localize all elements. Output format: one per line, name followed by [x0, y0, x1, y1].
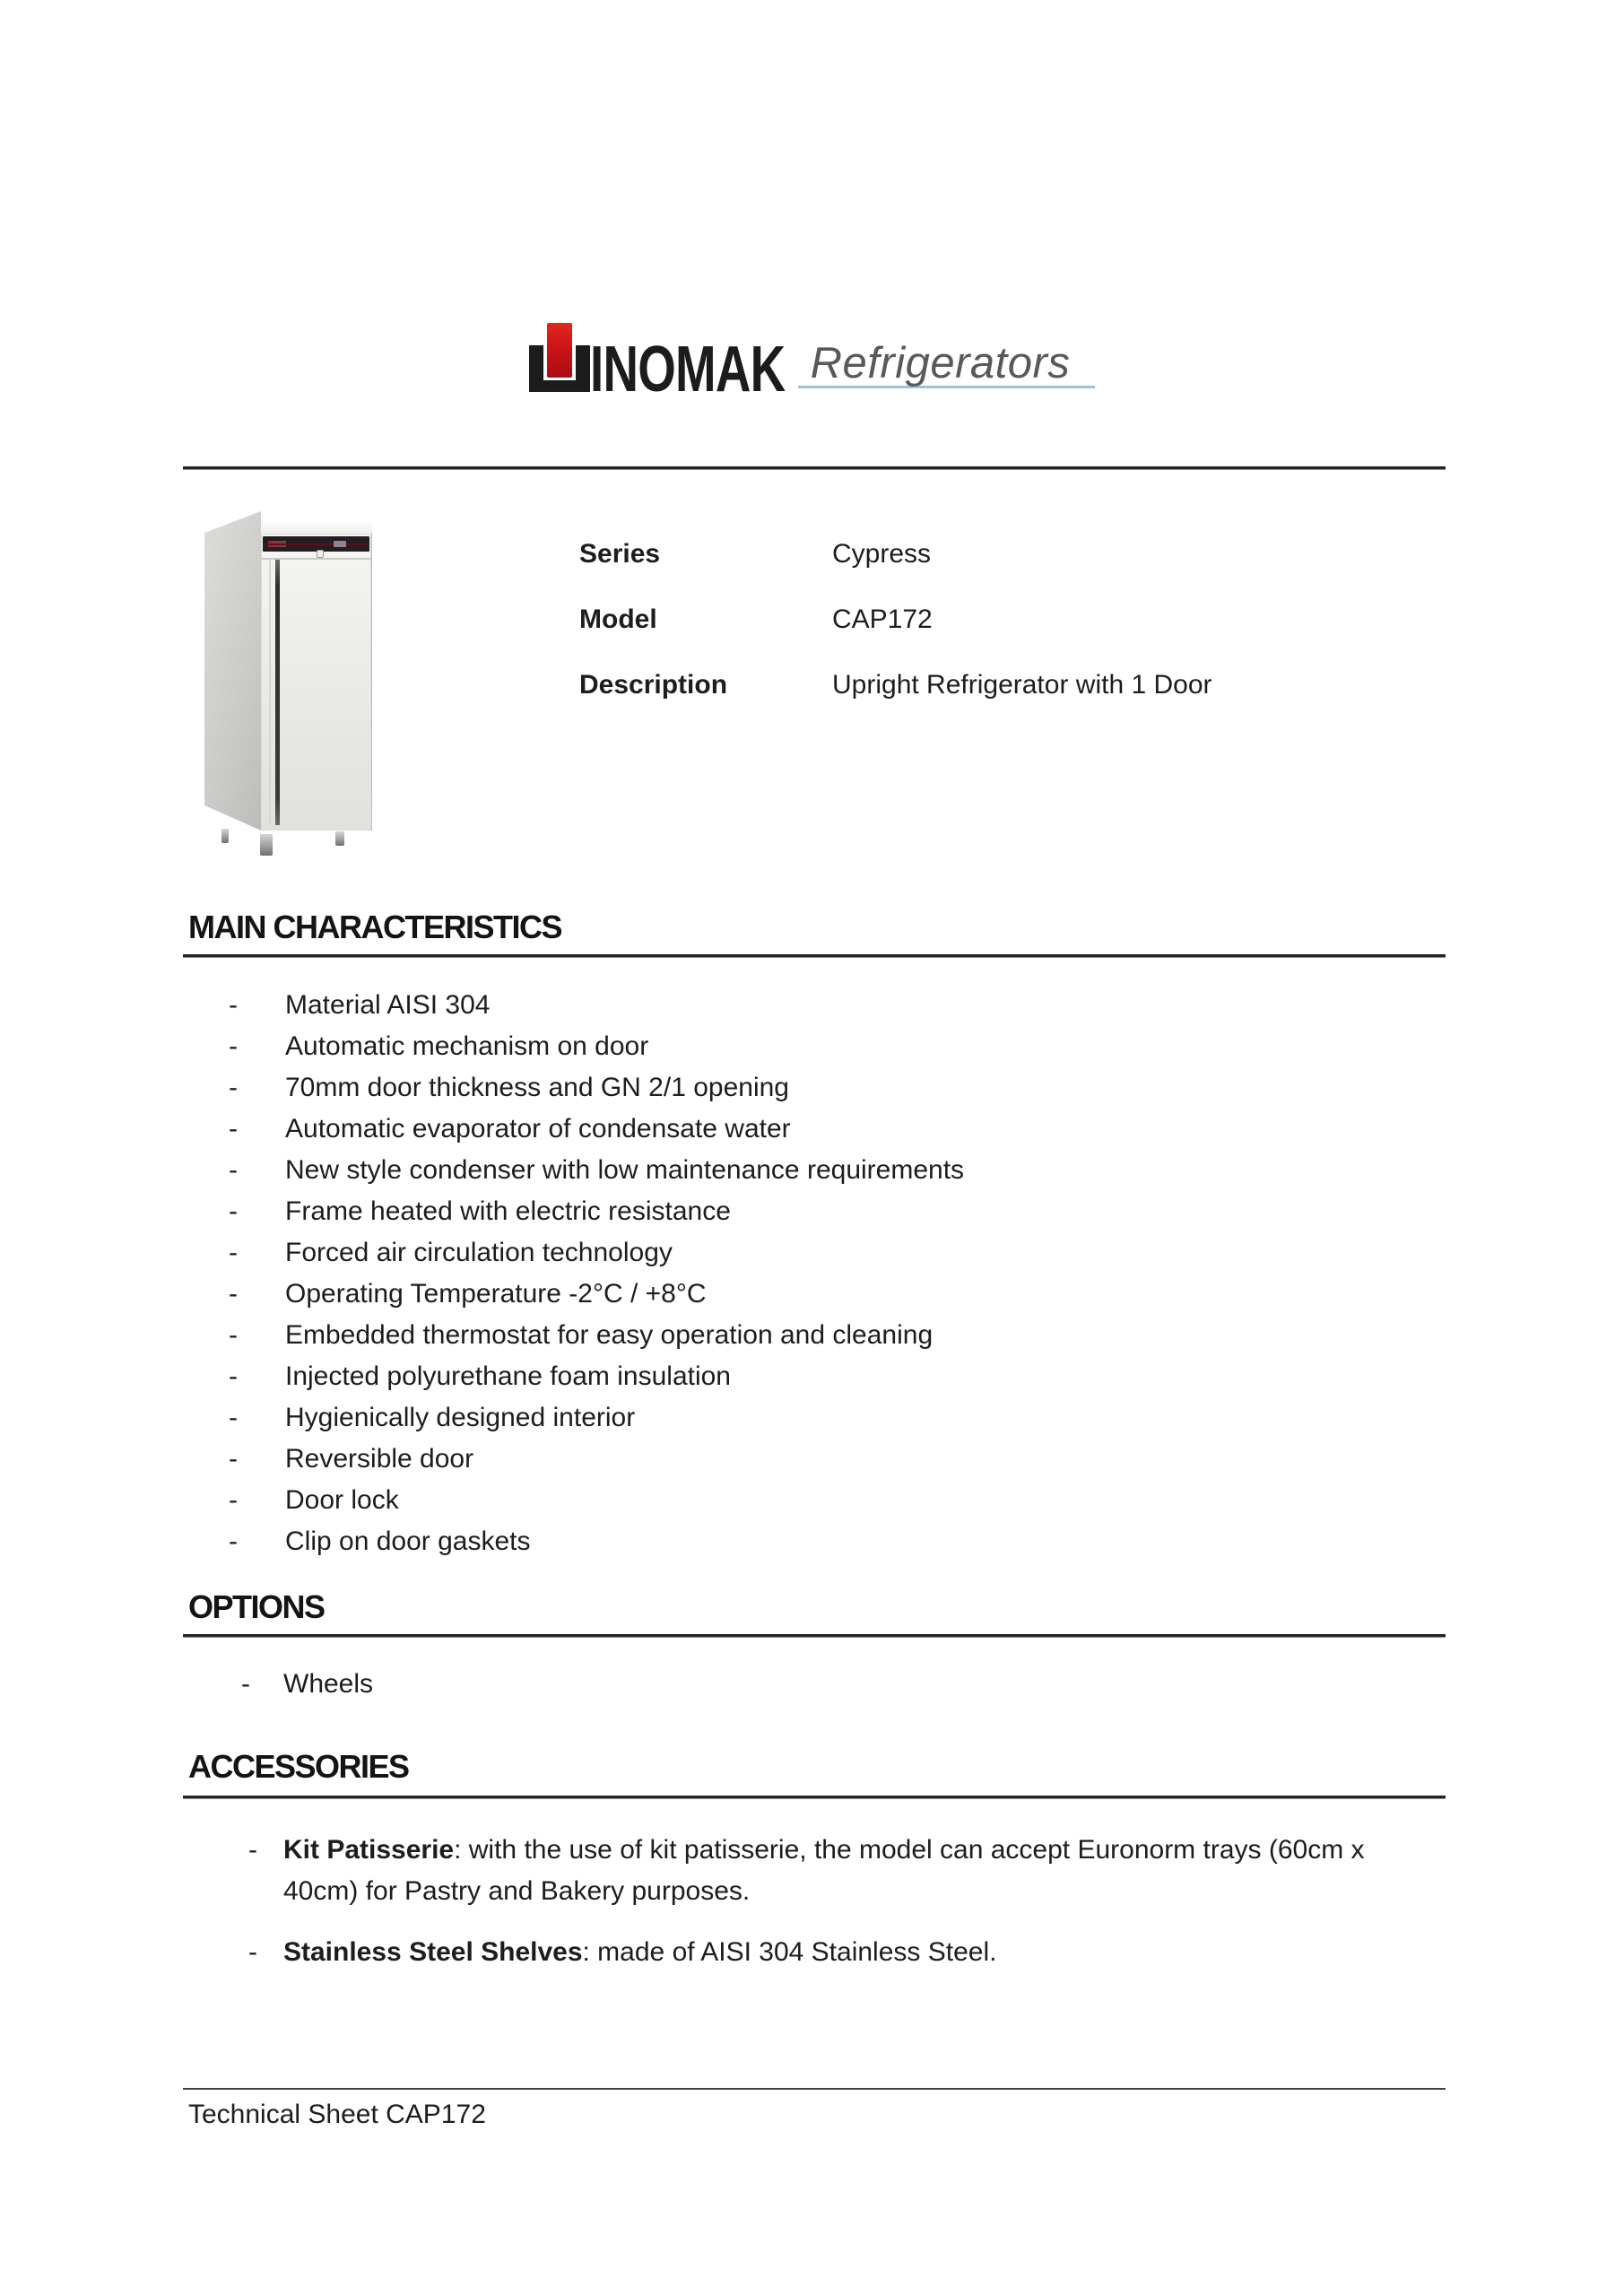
list-item-text: New style condenser with low maintenance requirements: [285, 1155, 965, 1185]
list-item: [188, 1026, 1446, 1067]
list-marker: -: [241, 1669, 250, 1699]
list-marker: -: [229, 1155, 238, 1185]
list-item-text: Material AISI 304: [285, 990, 491, 1020]
list-item: [188, 1830, 1446, 1912]
list-marker: -: [229, 1196, 238, 1226]
fridge-side-panel: [204, 509, 261, 831]
list-item-text: [283, 1932, 996, 1973]
spec-label: Series: [579, 539, 661, 569]
list-marker: -: [229, 1485, 238, 1515]
list-item: [188, 1356, 1446, 1397]
main-characteristics-list: [188, 985, 1446, 1562]
fridge-top-face: [261, 522, 372, 535]
spec-label: Model: [579, 604, 657, 634]
logo: [0, 323, 1624, 405]
list-item-text: Frame heated with electric resistance: [285, 1196, 731, 1226]
list-item: [188, 1191, 1446, 1232]
list-item: [188, 1664, 1446, 1705]
list-marker: -: [229, 1238, 238, 1267]
brand-name-wrap: [589, 323, 785, 405]
list-item: [188, 1109, 1446, 1150]
list-marker: -: [229, 1279, 238, 1309]
list-marker: -: [248, 1835, 257, 1865]
list-item: [188, 1439, 1446, 1480]
list-item: [188, 1480, 1446, 1521]
section-divider: [183, 1634, 1446, 1638]
list-marker: -: [229, 990, 238, 1020]
list-marker: -: [229, 1320, 238, 1350]
list-item: [188, 1315, 1446, 1356]
fridge-door-gasket: [275, 560, 280, 825]
accessories-list: [188, 1830, 1446, 1993]
inomak-logo-icon: [529, 323, 590, 392]
product-specs: [579, 538, 1212, 735]
fridge-foot: [335, 831, 344, 846]
spec-row-description: [579, 669, 1212, 701]
section-divider: [183, 954, 1446, 958]
spec-row-series: [579, 538, 1212, 570]
logo-subtitle-underline: [798, 341, 1096, 388]
spec-label: Description: [579, 670, 728, 700]
list-marker: -: [229, 1031, 238, 1061]
fridge-control-panel: [263, 536, 369, 552]
spec-value: CAP172: [832, 604, 933, 634]
list-item-text: Reversible door: [285, 1444, 474, 1474]
list-item: [188, 985, 1446, 1026]
fridge-panel-line: [265, 544, 368, 545]
list-item-text: Automatic mechanism on door: [285, 1031, 649, 1061]
list-item: [188, 1932, 1446, 1973]
fridge-door-lock: [317, 550, 324, 558]
options-list: [188, 1664, 1446, 1705]
fridge-foot: [260, 834, 273, 856]
list-item-text: Embedded thermostat for easy operation and cleaning: [285, 1320, 934, 1350]
list-item: [188, 1521, 1446, 1562]
list-marker: -: [229, 1526, 238, 1556]
fridge-front-door: [261, 534, 372, 831]
section-divider: [183, 1796, 1446, 1799]
list-item: [188, 1067, 1446, 1109]
list-marker: -: [248, 1937, 257, 1967]
list-item-text: Wheels: [283, 1669, 374, 1699]
logo-subtitle: Refrigerators: [810, 339, 1071, 387]
list-item-text: [283, 1830, 1367, 1912]
footer-text: Technical Sheet CAP172: [188, 2100, 486, 2129]
section-title-options: OPTIONS: [188, 1588, 325, 1625]
accessory-name: Stainless Steel Shelves: [283, 1937, 583, 1967]
spec-value: Cypress: [832, 539, 932, 569]
list-item: [188, 1150, 1446, 1191]
top-divider: [183, 466, 1446, 470]
list-item: [188, 1274, 1446, 1315]
brand-name: INOMAK: [589, 334, 785, 405]
list-item-text: Clip on door gaskets: [285, 1526, 531, 1556]
list-item: [188, 1397, 1446, 1439]
product-image-refrigerator: [204, 509, 373, 857]
list-item-text: Operating Temperature -2°C / +8°C: [285, 1279, 707, 1309]
section-title-accessories: ACCESSORIES: [188, 1748, 409, 1785]
list-item-text: Forced air circulation technology: [285, 1238, 673, 1267]
list-marker: -: [229, 1073, 238, 1102]
list-marker: -: [229, 1114, 238, 1144]
accessory-description: : made of AISI 304 Stainless Steel.: [582, 1937, 997, 1967]
accessory-name: Kit Patisserie: [283, 1835, 455, 1865]
fridge-display: [334, 541, 346, 547]
list-item-text: 70mm door thickness and GN 2/1 opening: [285, 1073, 789, 1102]
list-item: [188, 1232, 1446, 1274]
spec-value: Upright Refrigerator with 1 Door: [832, 670, 1212, 700]
list-item-text: Hygienically designed interior: [285, 1403, 636, 1432]
list-item-text: Injected polyurethane foam insulation: [285, 1361, 731, 1391]
section-title-main-characteristics: MAIN CHARACTERISTICS: [188, 909, 561, 945]
list-marker: -: [229, 1444, 238, 1474]
fridge-door-edge: [269, 560, 271, 825]
accessory-description: : with the use of kit patisserie, the model can accept Euronorm trays (60cm x 40cm) for Pastry and Bakery purposes.: [283, 1835, 1365, 1906]
spec-row-model: [579, 604, 1212, 636]
logo-red-bar: [547, 323, 572, 378]
footer-divider: [183, 2088, 1446, 2090]
list-item-text: Automatic evaporator of condensate water: [285, 1114, 791, 1144]
list-marker: -: [229, 1361, 238, 1391]
list-item-text: Door lock: [285, 1485, 399, 1515]
fridge-foot: [221, 829, 229, 843]
list-marker: -: [229, 1403, 238, 1432]
